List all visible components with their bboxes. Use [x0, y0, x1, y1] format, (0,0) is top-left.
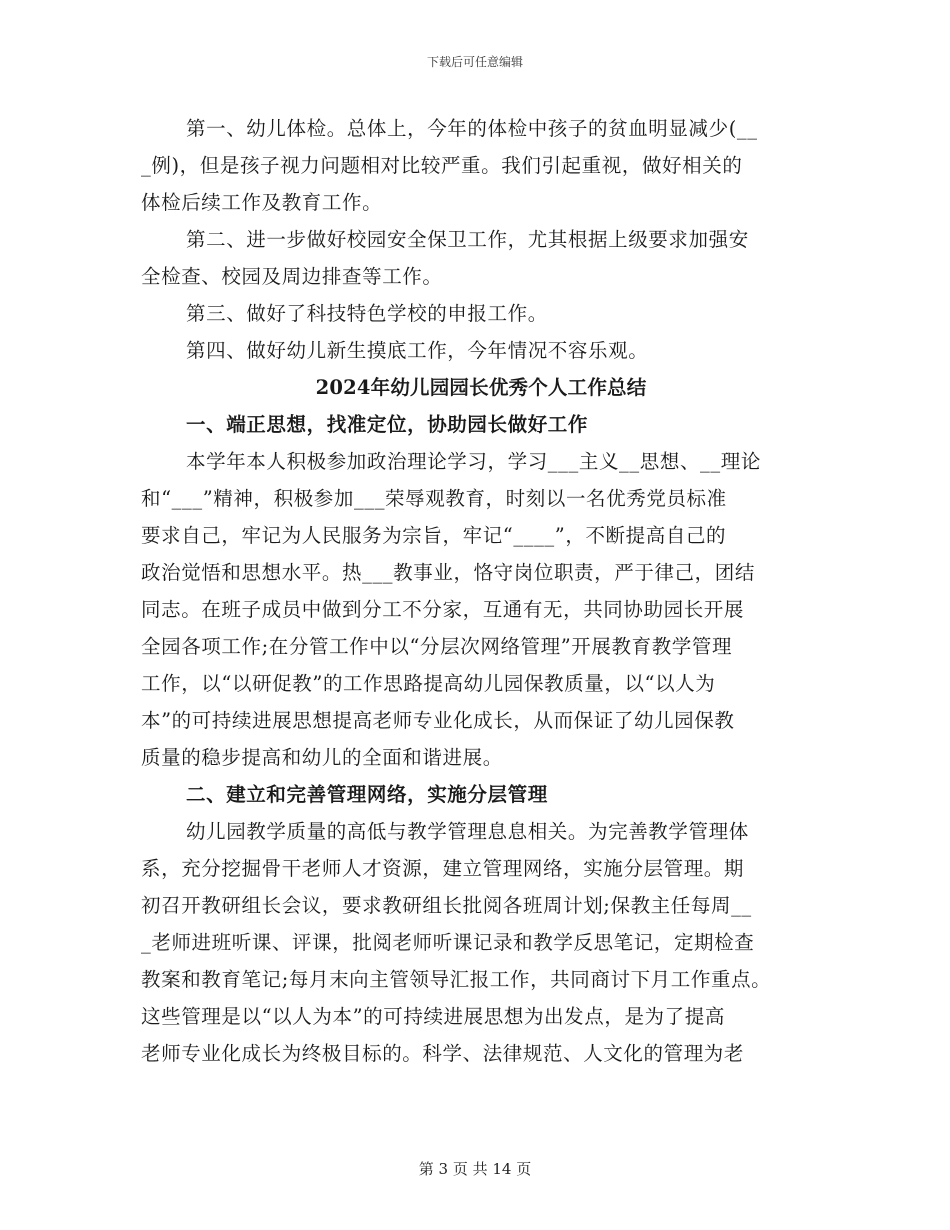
paragraph-line: 本学年本人积极参加政治理论学习，学习___主义__思想、__理论 [186, 450, 761, 473]
page-footer: 第 3 页 共 14 页 [418, 1160, 532, 1178]
paragraph-line: 全园各项工作;在分管工作中以“分层次网络管理”开展教育教学管理 [141, 635, 733, 658]
paragraph-line: 第四、做好幼儿新生摸底工作，今年情况不容乐观。 [186, 339, 649, 362]
paragraph-line: 质量的稳步提高和幼儿的全面和谐进展。 [141, 746, 503, 769]
paragraph-line: _例)，但是孩子视力问题相对比较严重。我们引起重视，做好相关的 [141, 154, 743, 177]
paragraph-line: 同志。在班子成员中做到分工不分家，互通有无，共同协助园长开展 [141, 598, 745, 621]
paragraph-line: 体检后续工作及教育工作。 [141, 191, 383, 214]
section-heading: 一、端正思想，找准定位，协助园长做好工作 [186, 413, 589, 436]
section-heading: 二、建立和完善管理网络，实施分层管理 [186, 783, 548, 806]
paragraph-line: 第三、做好了科技特色学校的申报工作。 [186, 302, 548, 325]
paragraph-line: 系，充分挖掘骨干老师人才资源，建立管理网络，实施分层管理。期 [141, 857, 745, 880]
paragraph-line: 第二、进一步做好校园安全保卫工作，尤其根据上级要求加强安 [186, 228, 749, 251]
paragraph-line: 幼儿园教学质量的高低与教学管理息息相关。为完善教学管理体 [186, 820, 749, 843]
paragraph-line: _老师进班听课、评课，批阅老师听课记录和教学反思笔记，定期检查 [141, 931, 755, 954]
paragraph-line: 工作，以“以研促教”的工作思路提高幼儿园保教质量，以“以人为 [141, 672, 716, 695]
paragraph-line: 政治觉悟和思想水平。热___教事业，恪守岗位职责，严于律己，团结 [141, 561, 755, 584]
paragraph-line: 初召开教研组长会议，要求教研组长批阅各班周计划;保教主任每周__ [141, 894, 752, 917]
paragraph-line: 这些管理是以“以人为本”的可持续进展思想为出发点，是为了提高 [141, 1005, 725, 1028]
paragraph-line: 本”的可持续进展思想提高老师专业化成长，从而保证了幼儿园保教 [141, 709, 735, 732]
page-header: 下载后可任意编辑 [426, 55, 523, 69]
document-title: 2024年幼儿园园长优秀个人工作总结 [315, 376, 647, 399]
paragraph-line: 老师专业化成长为终极目标的。科学、法律规范、人文化的管理为老 [141, 1042, 745, 1065]
paragraph-line: 教案和教育笔记;每月末向主管领导汇报工作，共同商讨下月工作重点。 [141, 968, 772, 991]
paragraph-line: 要求自己，牢记为人民服务为宗旨，牢记“____”，不断提高自己的 [141, 524, 727, 547]
paragraph-line: 和“___”精神，积极参加___荣辱观教育，时刻以一名优秀党员标准 [141, 487, 727, 510]
paragraph-line: 第一、幼儿体检。总体上，今年的体检中孩子的贫血明显减少(__ [186, 117, 758, 140]
paragraph-line: 全检查、校园及周边排查等工作。 [141, 265, 443, 288]
document-body [141, 110, 821, 1072]
